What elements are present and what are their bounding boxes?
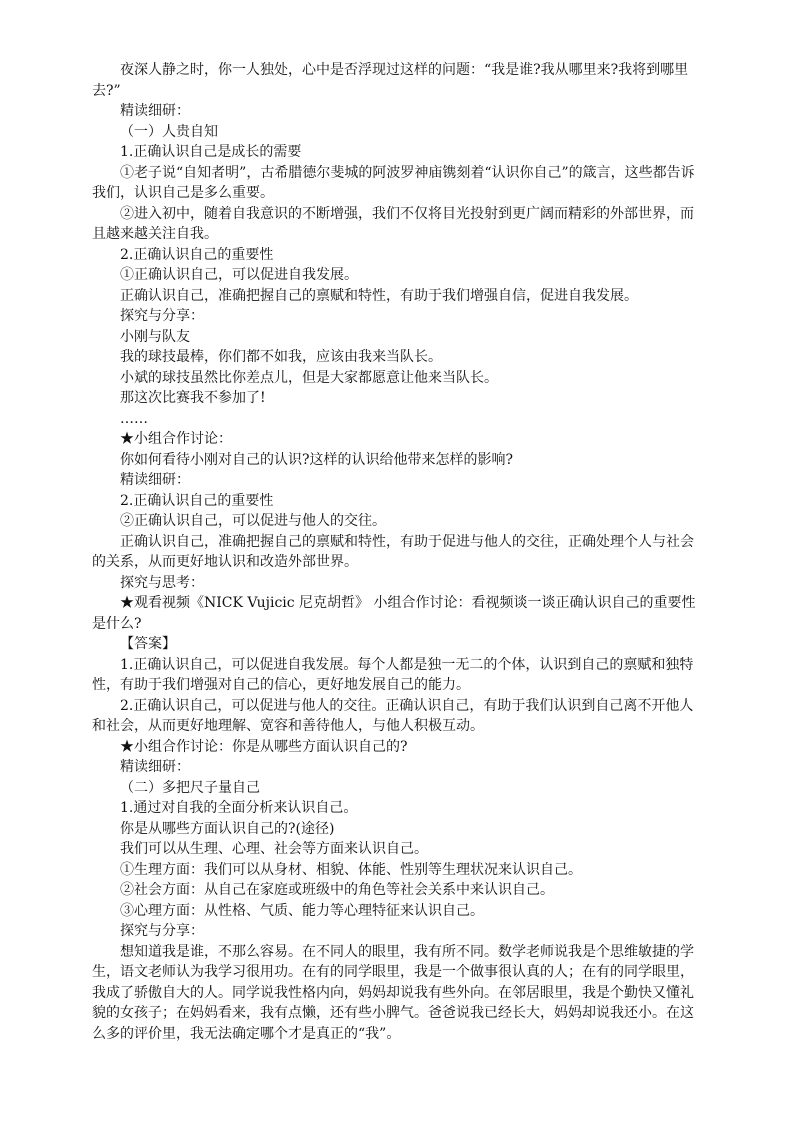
body-paragraph: 你是从哪些方面认识自己的?(途径) bbox=[120, 820, 335, 837]
subsection-heading: 1.正确认识自己是成长的需要 bbox=[120, 144, 302, 160]
discussion-question: 你如何看待小刚对自己的认识?这样的认识给他带来怎样的影响? bbox=[120, 451, 514, 468]
story-paragraph: 想知道我是谁，不那么容易。在不同人的眼里，我有所不同。数学老师说我是个思维敏捷的学生，语文老师认为我学习很用功。在有的同学眼里，我是一个做事很认真的人；在有的同学眼里，我成了骄傲自大的人。同学说我性格内向，妈妈却说我有些外向。在邻居眼里，我是个勤快又懂礼貌的女孩子；在妈妈看来，我有点懒，还有些小脾气。爸爸说我已经长大，妈妈却说我还小。在这么多的评价里，我无法确定哪个才是真正的“我”。 bbox=[92, 943, 694, 1042]
dialogue-line: 那这次比赛我不参加了! bbox=[120, 390, 266, 406]
body-paragraph: 正确认识自己，准确把握自己的禀赋和特性，有助于促进与他人的交往，正确处理个人与社会的关系，从而更好地认识和改造外部世界。 bbox=[92, 533, 694, 570]
body-paragraph: 正确认识自己，准确把握自己的禀赋和特性，有助于我们增强自信，促进自我发展。 bbox=[120, 287, 638, 304]
subsection-heading: 2.正确认识自己的重要性 bbox=[120, 492, 274, 509]
body-paragraph: ②社会方面：从自己在家庭或班级中的角色等社会关系中来认识自己。 bbox=[120, 882, 554, 898]
answer-label: 【答案】 bbox=[120, 636, 176, 652]
story-title: 小刚与队友 bbox=[120, 328, 190, 345]
body-paragraph: ①生理方面：我们可以从身材、相貌、体能、性别等生理状况来认识自己。 bbox=[120, 861, 582, 878]
discussion-question: ★小组合作讨论：你是从哪些方面认识自己的? bbox=[120, 738, 408, 755]
subsection-heading: 2.正确认识自己的重要性 bbox=[120, 246, 274, 263]
section-label: 探究与分享： bbox=[120, 308, 204, 324]
body-paragraph: ②进入初中，随着自我意识的不断增强，我们不仅将目光投射到更广阔而精彩的外部世界，而且越来越关注自我。 bbox=[92, 205, 694, 242]
body-paragraph: ②正确认识自己，可以促进与他人的交往。 bbox=[120, 513, 386, 529]
ellipsis: …… bbox=[120, 410, 148, 427]
section-label: 探究与分享： bbox=[120, 923, 204, 939]
subsection-heading: 1.通过对自我的全面分析来认识自己。 bbox=[120, 800, 358, 816]
section-heading: （一）人贵自知 bbox=[120, 123, 218, 140]
answer-paragraph: 1.正确认识自己，可以促进自我发展。每个人都是独一无二的个体，认识到自己的禀赋和独特性，有助于我们增强对自己的信心，更好地发展自己的能力。 bbox=[92, 656, 694, 693]
body-paragraph: 我们可以从生理、心理、社会等方面来认识自己。 bbox=[120, 841, 428, 857]
section-label: 探究与思考： bbox=[120, 574, 204, 591]
discussion-question: ★观看视频《NICK Vujicic 尼克胡哲》 小组合作讨论：看视频谈一谈正确认识自己的重要性是什么? bbox=[92, 595, 696, 632]
answer-paragraph: 2.正确认识自己，可以促进与他人的交往。正确认识自己，有助于我们认识到自己离不开他人和社会，从而更好地理解、宽容和善待他人，与他人积极互动。 bbox=[92, 697, 694, 734]
section-label: 精读细研： bbox=[120, 472, 190, 488]
body-paragraph: ①正确认识自己，可以促进自我发展。 bbox=[120, 267, 358, 283]
section-label: 精读细研： bbox=[120, 759, 190, 775]
intro-paragraph: 夜深人静之时，你一人独处，心中是否浮现过这样的问题：“我是谁?我从哪里来?我将到哪里去?” bbox=[92, 62, 689, 99]
section-heading: （二）多把尺子量自己 bbox=[120, 779, 260, 796]
body-paragraph: ③心理方面：从性格、气质、能力等心理特征来认识自己。 bbox=[120, 902, 484, 919]
body-paragraph: ①老子说“自知者明”，古希腊德尔斐城的阿波罗神庙镌刻着“认识你自己”的箴言，这些都告诉我们，认识自己是多么重要。 bbox=[92, 164, 695, 201]
dialogue-line: 我的球技最棒，你们都不如我，应该由我来当队长。 bbox=[120, 349, 442, 365]
document-body bbox=[92, 60, 704, 1044]
section-label: 精读细研： bbox=[120, 103, 190, 119]
dialogue-line: 小斌的球技虽然比你差点儿，但是大家都愿意让他来当队长。 bbox=[120, 369, 498, 386]
discussion-label: ★小组合作讨论： bbox=[120, 431, 232, 447]
